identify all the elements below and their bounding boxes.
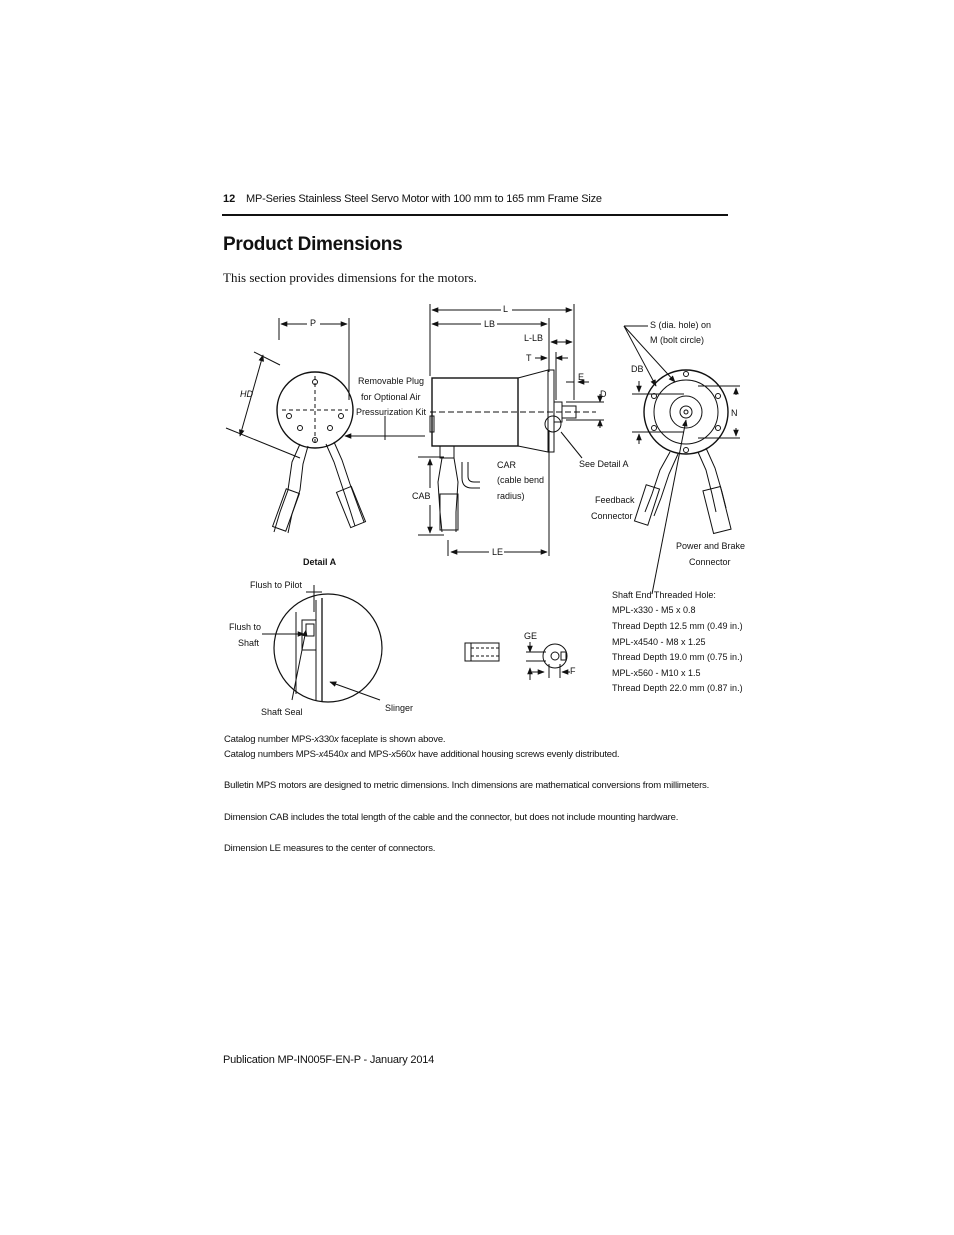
callout-detail-a: Detail A <box>303 557 337 567</box>
callout-car-1: CAR <box>497 460 517 470</box>
callout-plug-1: Removable Plug <box>358 376 425 386</box>
callout-s-hole-1: S (dia. hole) on <box>650 320 712 330</box>
shaft-hole-line3: MPL-x4540 - M8 x 1.25 <box>612 637 706 647</box>
callout-car-3: radius) <box>497 491 525 501</box>
running-title: MP-Series Stainless Steel Servo Motor with 100 mm to 165 mm Frame Size <box>246 193 602 205</box>
section-title: Product Dimensions <box>223 234 403 255</box>
label-hd: HD <box>240 389 253 399</box>
shaft-hole-line6: Thread Depth 22.0 mm (0.87 in.) <box>612 683 743 693</box>
label-n: N <box>731 408 738 418</box>
shaft-hole-title: Shaft End Threaded Hole: <box>612 590 716 600</box>
label-cab: CAB <box>412 491 431 501</box>
label-ge: GE <box>524 631 538 641</box>
callout-plug-2: for Optional Air <box>361 392 421 402</box>
label-db: DB <box>631 364 644 374</box>
shaft-hole-line2: Thread Depth 12.5 mm (0.49 in.) <box>612 621 743 631</box>
note-cab: Dimension CAB includes the total length of the cable and the connector, but does not include mounting hardware. <box>224 812 679 823</box>
shaft-hole-line5: MPL-x560 - M10 x 1.5 <box>612 668 701 678</box>
section-intro: This section provides dimensions for the motors. <box>223 270 477 285</box>
callout-see-detail: See Detail A <box>579 459 629 469</box>
shaft-hole-line1: MPL-x330 - M5 x 0.8 <box>612 605 696 615</box>
callout-feedback-2: Connector <box>591 511 633 521</box>
note-faceplate: Catalog number MPS-x330x faceplate is shown above. <box>224 734 446 745</box>
publication-footer: Publication MP-IN005F-EN-P - January 2014 <box>223 1054 435 1066</box>
callout-power-2: Connector <box>689 557 731 567</box>
callout-plug-3: Pressurization Kit <box>356 407 427 417</box>
shaft-hole-line4: Thread Depth 19.0 mm (0.75 in.) <box>612 652 743 662</box>
label-t: T <box>526 353 532 363</box>
label-e: E <box>578 372 585 382</box>
label-l: L <box>503 304 509 314</box>
note-le: Dimension LE measures to the center of connectors. <box>224 843 436 854</box>
label-lb: LB <box>484 319 496 329</box>
callout-s-hole-2: M (bolt circle) <box>650 335 705 345</box>
callout-power-1: Power and Brake <box>676 541 746 551</box>
label-f: F <box>570 666 576 676</box>
callout-flush-shaft-1: Flush to <box>229 622 262 632</box>
callout-slinger: Slinger <box>385 703 414 713</box>
callout-car-2: (cable bend <box>497 475 545 485</box>
callout-feedback-1: Feedback <box>595 495 635 505</box>
callout-flush-shaft-2: Shaft <box>238 638 260 648</box>
page-number: 12 <box>223 193 236 205</box>
callout-flush-pilot: Flush to Pilot <box>250 580 303 590</box>
note-housing-screws: Catalog numbers MPS-x4540x and MPS-x560x have additional housing screws evenly distributed. <box>224 749 620 760</box>
callout-shaft-seal: Shaft Seal <box>261 707 303 717</box>
note-metric: Bulletin MPS motors are designed to metric dimensions. Inch dimensions are mathematical conversions from millimeters. <box>224 780 710 791</box>
label-p: P <box>310 318 317 328</box>
label-d: D <box>600 389 607 399</box>
label-l-lb: L-LB <box>524 333 544 343</box>
label-le: LE <box>492 547 504 557</box>
